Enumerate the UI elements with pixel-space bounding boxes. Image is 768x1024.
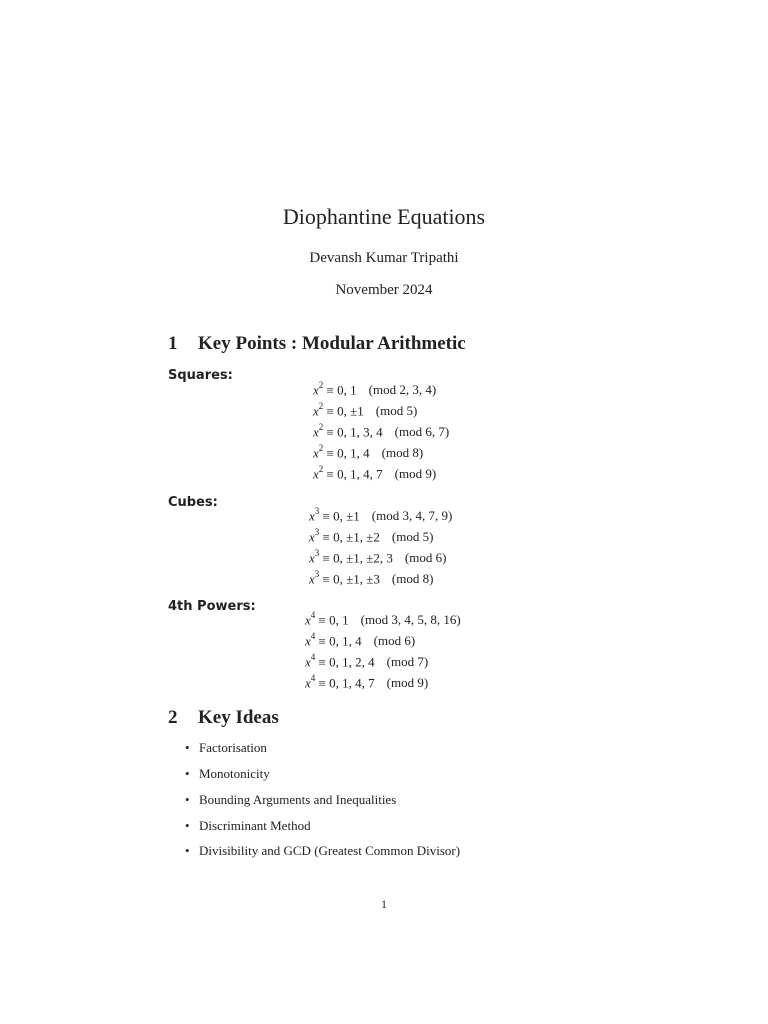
- equation-row: $x^4 \equiv 0$, 1, 4 (mod 6): [305, 631, 416, 649]
- document-date: November 2024: [335, 282, 433, 298]
- page-number: 1: [381, 897, 387, 911]
- bullet-icon: •: [185, 766, 190, 781]
- equation-row: $x^3 \equiv 0$, ±1, ±2, 3 (mod 6): [309, 548, 447, 566]
- equation-row: $x^3 \equiv 0$, ±1, ±2 (mod 5): [309, 527, 434, 545]
- list-item: • Discriminant Method: [185, 818, 311, 833]
- list-item: • Bounding Arguments and Inequalities: [185, 792, 397, 807]
- equation-row: $x^3 \equiv 0$, ±1, ±3 (mod 8): [309, 569, 434, 587]
- bullet-icon: •: [185, 792, 190, 807]
- section-title: Key Ideas: [198, 707, 279, 728]
- document-title: Diophantine Equations: [282, 204, 486, 229]
- section-title: Key Points : Modular Arithmetic: [198, 333, 466, 354]
- bullet-icon: •: [185, 740, 190, 755]
- section-number: 2: [168, 707, 178, 728]
- list-item: • Divisibility and GCD (Greatest Common Divisor): [185, 843, 461, 858]
- equation-row: $x^2 \equiv 0$, 1 (mod 2, 3, 4): [313, 380, 437, 398]
- group-label-cubes: Cubes:: [168, 495, 218, 510]
- equation-row: $x^3 \equiv 0$, ±1 (mod 3, 4, 7, 9): [309, 506, 453, 524]
- list-item: • Factorisation: [185, 740, 267, 755]
- equation-row: $x^4 \equiv 0$, 1, 4, 7 (mod 9): [305, 673, 429, 691]
- section-number: 1: [168, 333, 178, 354]
- equation-row: $x^2 \equiv 0$, 1, 3, 4 (mod 6, 7): [313, 422, 450, 440]
- equation-row: $x^2 \equiv 0$, 1, 4, 7 (mod 9): [313, 464, 437, 482]
- equation-row: $x^2 \equiv 0$, ±1 (mod 5): [313, 401, 418, 419]
- list-item: • Monotonicity: [185, 766, 270, 781]
- section-heading-key-ideas: [168, 707, 279, 729]
- equation-row: $x^2 \equiv 0$, 1, 4 (mod 8): [313, 443, 424, 461]
- bullet-icon: •: [185, 843, 190, 858]
- bullet-icon: •: [185, 818, 190, 833]
- equation-row: $x^4 \equiv 0$, 1 (mod 3, 4, 5, 8, 16): [305, 610, 461, 628]
- equation-row: $x^4 \equiv 0$, 1, 2, 4 (mod 7): [305, 652, 429, 670]
- group-label-4th-powers: 4th Powers:: [168, 599, 256, 614]
- section-heading-modular-arithmetic: [168, 333, 466, 355]
- document-author: Devansh Kumar Tripathi: [309, 250, 459, 266]
- group-label-squares: Squares:: [168, 368, 233, 383]
